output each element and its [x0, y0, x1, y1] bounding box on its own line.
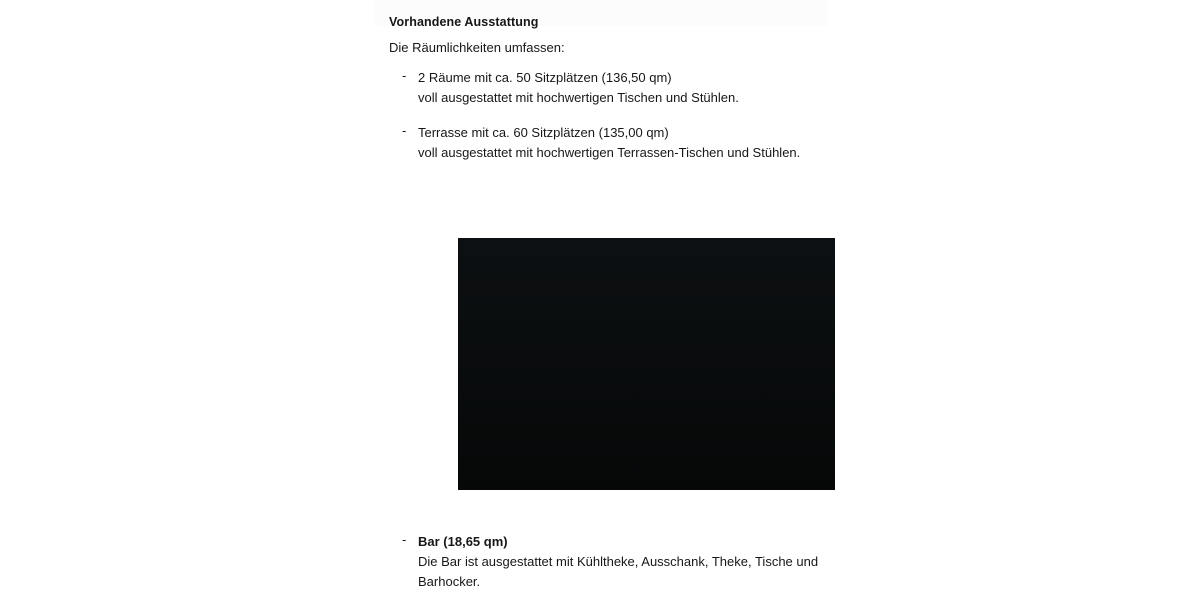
list-item-line-2: Die Bar ist ausgestattet mit Kühltheke, Ausschank, Theke, Tische und: [418, 554, 819, 569]
bullet-dash-icon: -: [402, 68, 407, 83]
list-item-line-1: 2 Räume mit ca. 50 Sitzplätzen (136,50 qm): [418, 70, 672, 85]
intro-text: Die Räumlichkeiten umfassen:: [389, 40, 565, 55]
list-item-line-1: Bar (18,65 qm): [418, 534, 508, 549]
terrace-photo: [458, 238, 835, 490]
bullet-dash-icon: -: [402, 532, 407, 547]
list-item-text: [418, 68, 830, 108]
page-title: Vorhandene Ausstattung: [389, 15, 539, 29]
list-item-text: [418, 123, 830, 163]
terrace-floor: [458, 238, 835, 490]
list-item-line-2: voll ausgestattet mit hochwertigen Terrassen-Tischen und Stühlen.: [418, 145, 801, 160]
list-item-line-2: voll ausgestattet mit hochwertigen Tischen und Stühlen.: [418, 90, 739, 105]
list-item-line-1: Terrasse mit ca. 60 Sitzplätzen (135,00 qm): [418, 125, 669, 140]
list-item-line-3: Barhocker.: [418, 574, 481, 589]
document-body: [374, 0, 834, 600]
list-item-text: [418, 532, 830, 592]
bullet-dash-icon: -: [402, 123, 407, 138]
